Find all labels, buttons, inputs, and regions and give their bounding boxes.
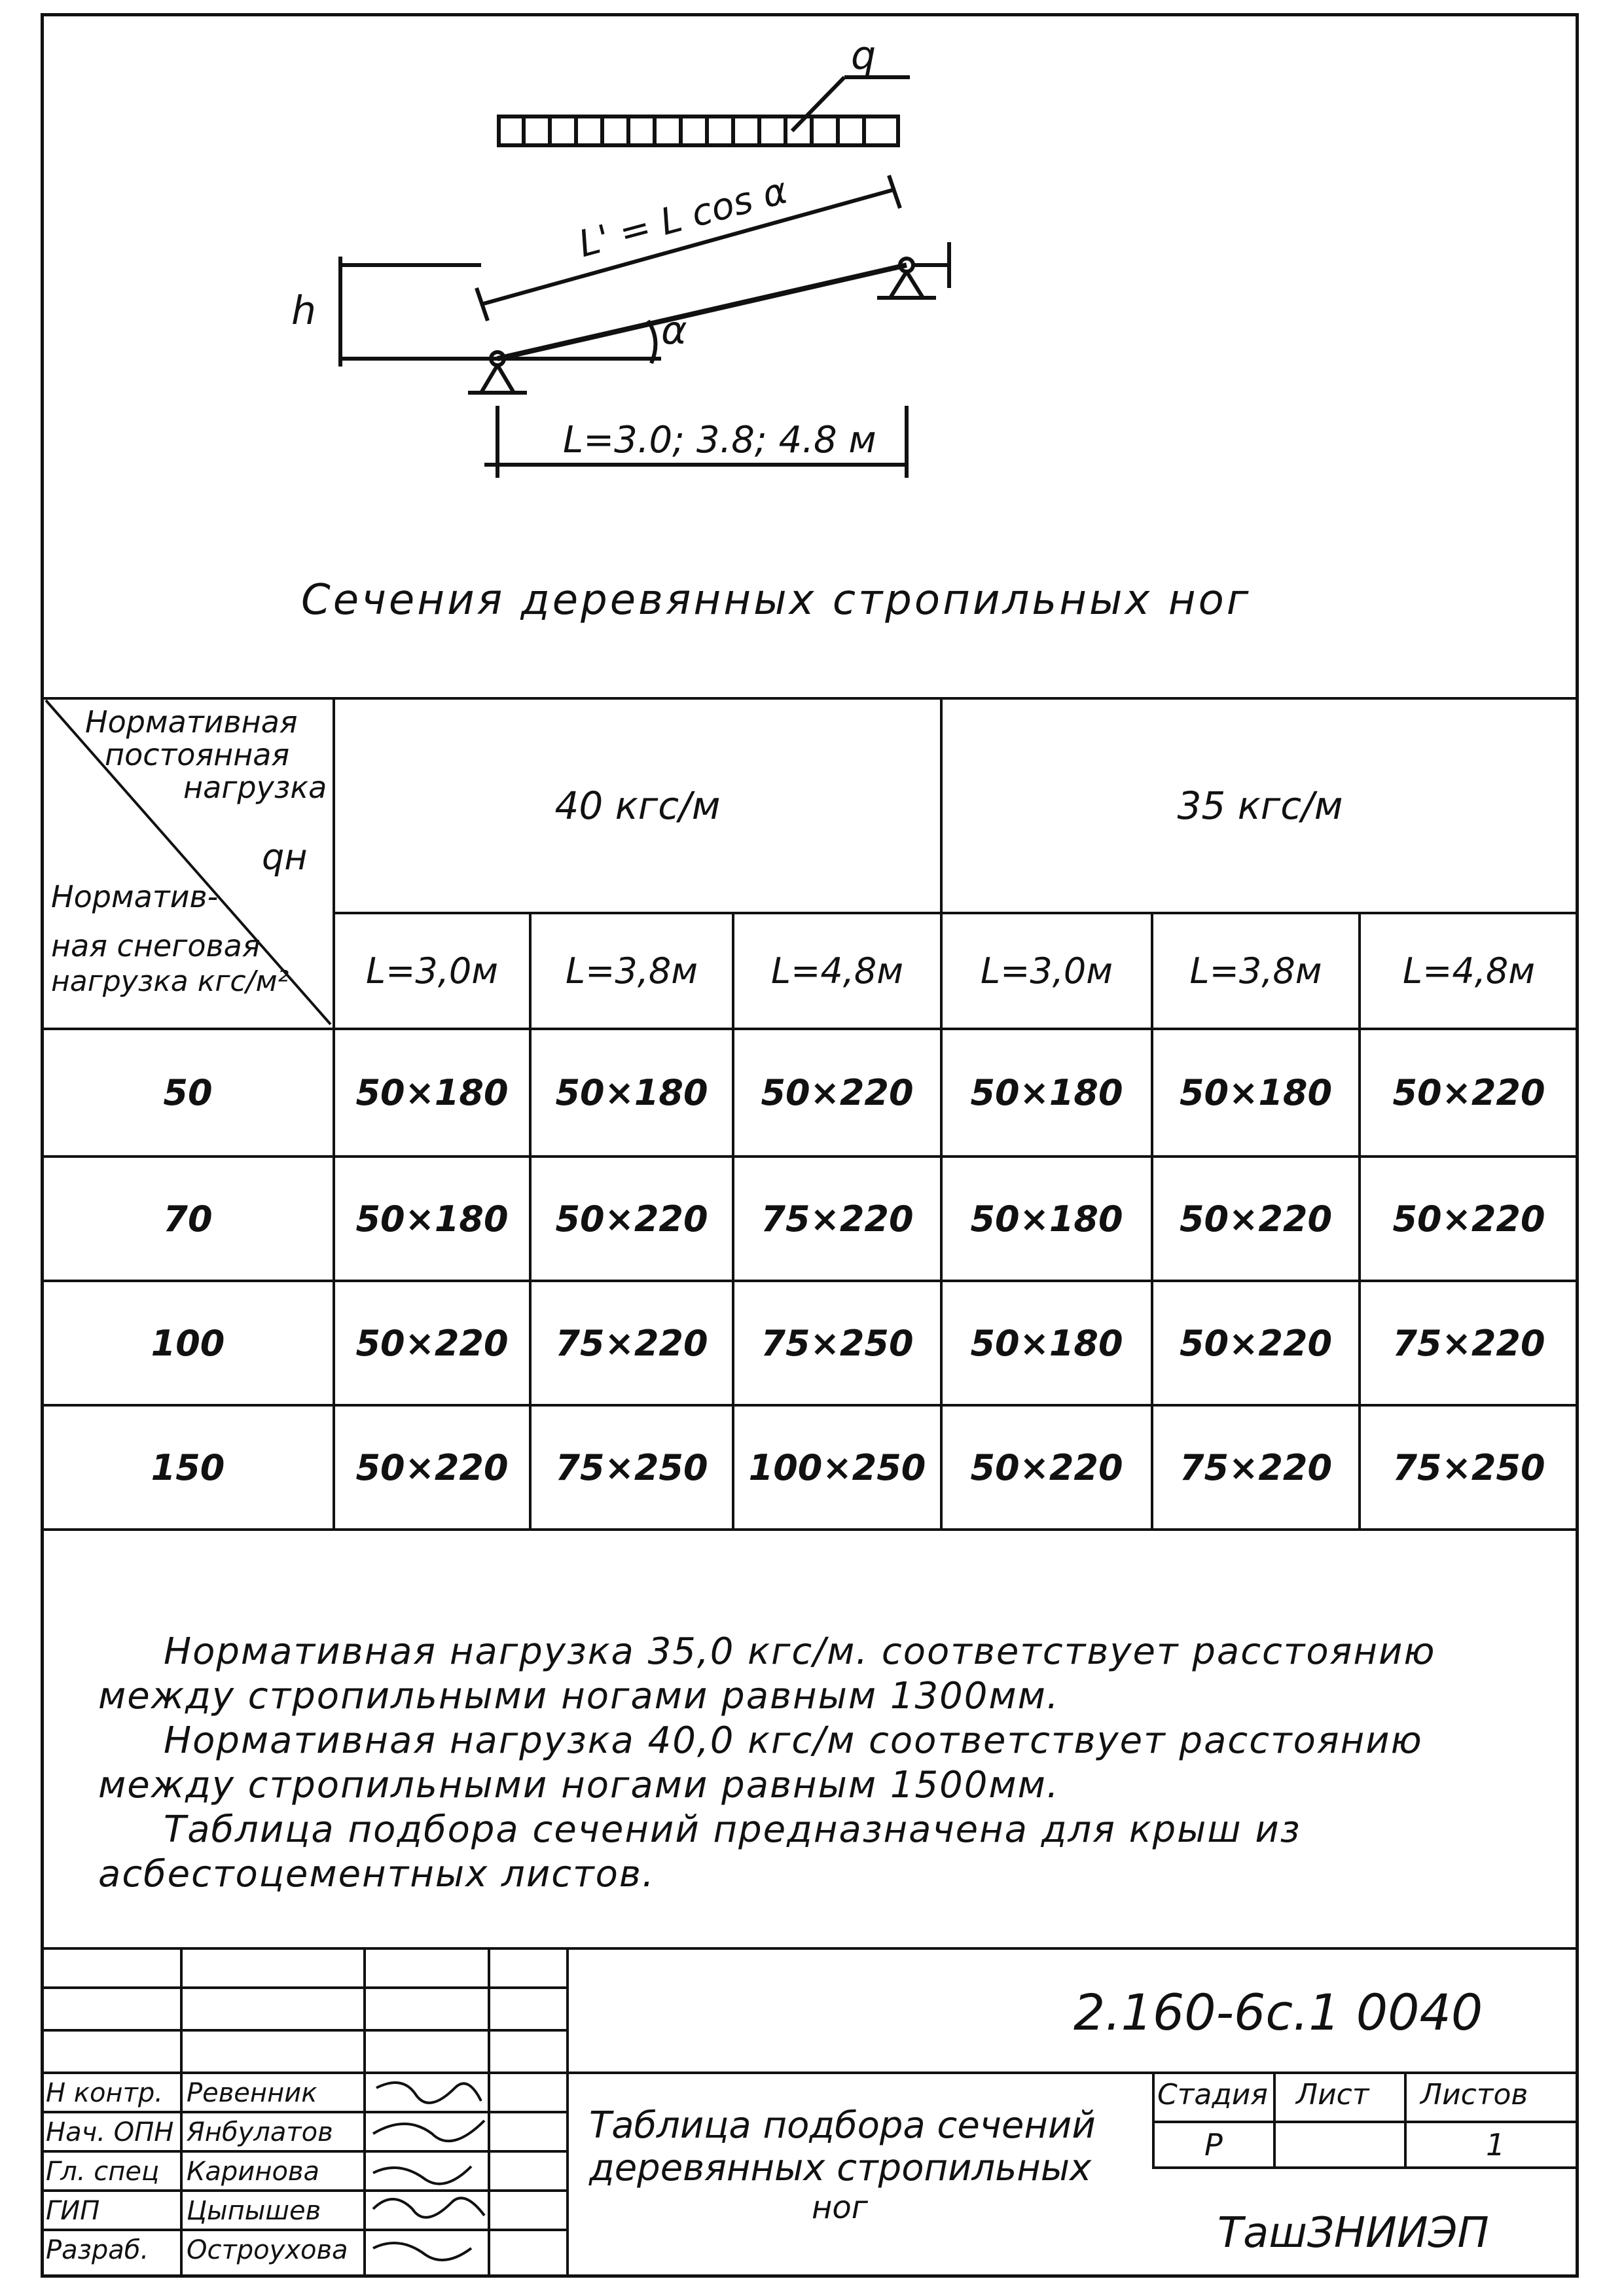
role-4: ГИП — [46, 2196, 100, 2226]
table-cell: 75×220 — [1392, 1322, 1545, 1364]
table-cell: 75×220 — [555, 1322, 708, 1364]
table-cell: 100×250 — [748, 1446, 926, 1488]
col-header-1: L=3,0м — [366, 950, 498, 992]
group-header-40: 40 кгс/м — [554, 783, 721, 828]
drawing-title-2: деревянных стропильных — [589, 2147, 1092, 2189]
note-line: Нормативная нагрузка 40,0 кгс/м соответствует расстоянию — [164, 1719, 1423, 1762]
corner-bottom-line-1: Норматив- — [51, 879, 219, 914]
table-cell: 50×220 — [1179, 1322, 1333, 1364]
table-cell: 50×180 — [355, 1198, 509, 1240]
drawing-title-3: ног — [812, 2189, 868, 2226]
stage-label: Стадия — [1157, 2078, 1268, 2111]
rafter-length-label: L' = L cos α — [574, 169, 792, 266]
table-cell: 50×220 — [1179, 1198, 1333, 1240]
note-line: между стропильными ногами равным 1500мм. — [98, 1764, 1060, 1806]
sheet-label: Лист — [1296, 2078, 1369, 2111]
table-cell: 50×180 — [970, 1322, 1123, 1364]
table-cell: 50×220 — [1392, 1072, 1545, 1113]
table-cell: 50×180 — [555, 1072, 708, 1113]
note-line: Нормативная нагрузка 35,0 кгс/м. соответствует расстоянию — [164, 1630, 1436, 1673]
row-load: 100 — [151, 1322, 225, 1364]
corner-top-line-2: постоянная — [105, 737, 290, 772]
role-5: Разраб. — [46, 2235, 149, 2265]
sheets-value: 1 — [1486, 2127, 1506, 2162]
note-line: между стропильными ногами равным 1300мм. — [98, 1675, 1060, 1717]
document-code: 2.160-6с.1 0040 — [1074, 1983, 1483, 2041]
sheets-label: Листов — [1420, 2078, 1528, 2111]
table-cell: 75×250 — [555, 1446, 708, 1488]
angle-label: α — [661, 308, 687, 353]
drawing-title-1: Таблица подбора сечений — [589, 2104, 1096, 2147]
organization: ТашЗНИИЭП — [1218, 2209, 1489, 2257]
corner-top-line-3: нагрузка — [183, 770, 327, 805]
col-header-5: L=3,8м — [1189, 950, 1322, 992]
name-3: Каринова — [187, 2157, 320, 2187]
table-cell: 50×180 — [355, 1072, 509, 1113]
note-line: асбестоцементных листов. — [98, 1853, 655, 1895]
table-cell: 50×220 — [355, 1322, 509, 1364]
table-cell: 50×180 — [970, 1198, 1123, 1240]
note-line: Таблица подбора сечений предназначена для крыш из — [164, 1808, 1301, 1851]
name-4: Цыпышев — [187, 2196, 321, 2226]
role-3: Гл. спец — [46, 2157, 160, 2187]
table-cell: 75×250 — [1392, 1446, 1545, 1488]
corner-bottom-line-3: нагрузка кгс/м² — [51, 965, 289, 998]
section-title: Сечения деревянных стропильных ног — [301, 576, 1252, 624]
load-q-label: q — [851, 33, 876, 79]
corner-bottom-line-2: ная снеговая — [51, 928, 261, 963]
corner-symbol: qн — [262, 836, 308, 878]
role-2: Нач. ОПН — [46, 2117, 174, 2147]
table-cell: 50×180 — [1179, 1072, 1333, 1113]
col-header-2: L=3,8м — [566, 950, 698, 992]
col-header-3: L=4,8м — [771, 950, 903, 992]
height-label: h — [291, 288, 317, 334]
row-load: 50 — [163, 1072, 213, 1113]
span-label: L=3.0; 3.8; 4.8 м — [563, 419, 876, 461]
role-1: Н контр. — [46, 2078, 163, 2108]
table-cell: 50×220 — [355, 1446, 509, 1488]
col-header-4: L=3,0м — [981, 950, 1113, 992]
table-cell: 50×180 — [970, 1072, 1123, 1113]
stage-value: Р — [1204, 2127, 1223, 2162]
table-cell: 75×250 — [761, 1322, 914, 1364]
name-2: Янбулатов — [187, 2117, 333, 2147]
table-cell: 50×220 — [970, 1446, 1123, 1488]
name-1: Ревенник — [187, 2078, 317, 2108]
corner-top-line-1: Нормативная — [85, 704, 298, 740]
table-cell: 50×220 — [555, 1198, 708, 1240]
col-header-6: L=4,8м — [1403, 950, 1535, 992]
name-5: Остроухова — [187, 2235, 348, 2265]
table-cell: 50×220 — [761, 1072, 914, 1113]
row-load: 150 — [151, 1446, 225, 1488]
table-cell: 50×220 — [1392, 1198, 1545, 1240]
table-cell: 75×220 — [1179, 1446, 1333, 1488]
group-header-35: 35 кгс/м — [1177, 783, 1343, 828]
row-load: 70 — [163, 1198, 213, 1240]
table-cell: 75×220 — [761, 1198, 914, 1240]
